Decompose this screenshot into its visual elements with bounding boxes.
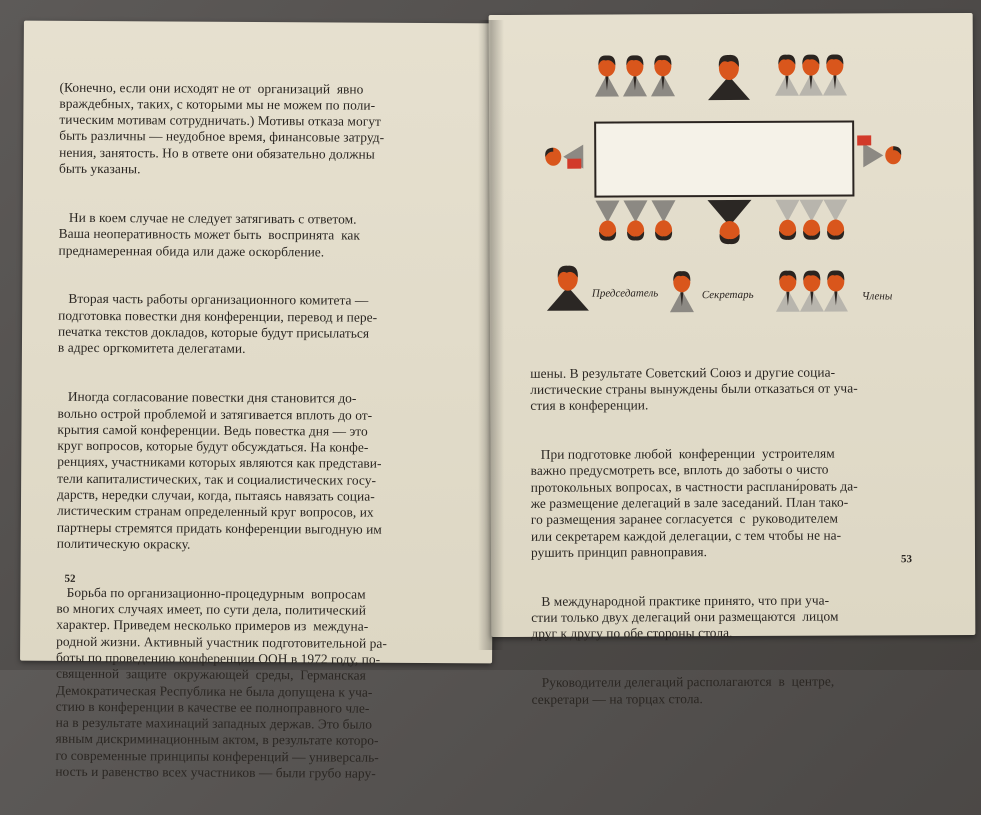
legend-members — [776, 270, 893, 312]
right-page — [489, 13, 976, 707]
legend-chairman — [547, 265, 659, 311]
legend-secretary-label: Секретарь — [701, 288, 754, 302]
page-number: 52 — [64, 572, 76, 585]
paragraph: Ни в коем случае не следует затягивать с ответом. Ваша неоперативность может быть воспринята как преднамеренная обида или даже оскорбление. — [58, 209, 361, 259]
paragraph: Вторая часть работы организационного комитета — подготовка повестки дня конференции, перевод и пере- печатка текстов докладов, которые будут присылаться в адрес оргкомитета делегатами. — [57, 291, 378, 357]
paragraph: (Конечно, если они исходят не от организаций явно враждебных, таких, с которыми мы не можем по поли- тическим мотивам сотрудничать.) Мотивы отказа могут быть различны — неудобное время, финансовые затруд- нения, занятость. Но в ответе они обязательно должны быть указаны. — [59, 79, 385, 177]
right-page-text — [530, 331, 859, 740]
left-page — [20, 21, 496, 781]
bottom-left-delegation — [595, 200, 675, 240]
page-number: 53 — [900, 553, 913, 566]
left-end-secretary — [545, 145, 583, 169]
seating-diagram — [541, 43, 902, 320]
paragraph: В международной практике принято, что при уча- стии только двух делегаций они размещаются лицом друг к другу по обе стороны стола. — [531, 592, 839, 642]
paragraph: Руководители делегаций располагаются в центре, секретари — на торцах стола. — [531, 673, 835, 707]
top-center-chairman — [708, 55, 750, 100]
top-right-delegation — [775, 54, 847, 95]
right-end-secretary — [857, 135, 901, 167]
top-left-delegation — [595, 55, 675, 96]
paragraph: Борьба по организационно-процедурным вопросам во многих случаях имеет, по сути дела, политический характер. Приведем несколько примеров из междуна- родной жизни. Активный участник подготовительной ра- боты по проведению конференции ООН в 1972 году, по- священной защите окружающей среды, Германская Демократическая Республика не была допущена к уча- стию в конференции в качестве ее полноправного чле- на в результате махинаций западных держав. Это было явным дискриминационным актом, в результате которо- го современные принципы конференций — универсаль- ность и равенство всех участников — были грубо нару- — [55, 584, 387, 781]
paragraph: При подготовке любой конференции устроителям важно предусмотреть все, вплоть до заботы о чисто протокольных вопросах, в частности расплани́ровать да- же размещение делегаций в зале заседаний. План тако- го размещения заранее согласуется с руководителем или секретарем каждой делегации, с тем чтобы не на- рушить принцип равноправия. — [530, 445, 858, 560]
legend-secretary — [670, 271, 754, 312]
legend-members-label: Члены — [861, 290, 893, 303]
bottom-center-chairman — [707, 200, 751, 244]
left-page-text — [55, 47, 390, 815]
paragraph: шены. В результате Советский Союз и другие социа- листические страны вынуждены были отказаться от уча- стия в конференции. — [530, 364, 858, 414]
bottom-right-delegation — [775, 199, 847, 239]
legend-chairman-label: Председатель — [591, 287, 659, 300]
paragraph: Иногда согласование повестки дня становится до- вольно острой проблемой и затягивается вплоть до от- крытия самой конференции. Ведь повестка дня — это круг вопросов, которые будут обсуждаться. На конфе- ренциях, участниками которых являются как представи- тели капиталистических, так и социалистических госу- дарств, нередки случаи, когда, пытаясь навязать социа- листическим странам определенный круг вопросов, их партнеры стремятся придать конференции выгодную им политическую окраску. — [56, 389, 382, 552]
conference-table — [595, 121, 853, 196]
